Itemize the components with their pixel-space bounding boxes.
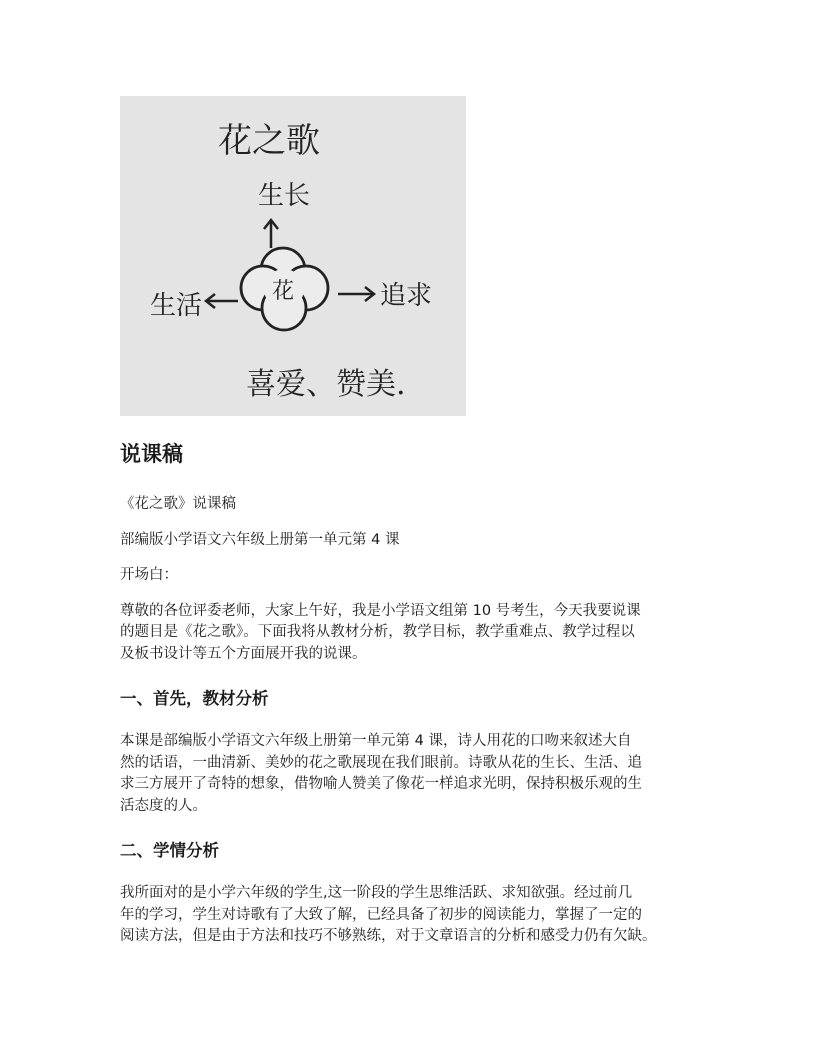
section-2-line: 阅读方法，但是由于方法和技巧不够熟练，对于文章语言的分析和感受力仍有欠缺。 [120, 928, 657, 944]
section-2-title: 二、学情分析 [120, 841, 219, 860]
photo-right-label: 追求 [380, 281, 433, 311]
photo-top-label: 生长 [258, 181, 311, 211]
section-1-paragraph [120, 731, 710, 817]
photo-left-label: 生活 [150, 291, 203, 321]
course-info: 部编版小学语文六年级上册第一单元第 4 课 [120, 531, 400, 548]
arrow-up-icon [264, 220, 278, 248]
opening-label: 开场白： [120, 567, 178, 583]
opening-line: 的题目是《花之歌》。下面我将从教材分析，教学目标，教学重难点、教学过程以 [120, 624, 635, 640]
opening-line: 及板书设计等五个方面展开我的说课。 [120, 645, 367, 662]
arrow-right-icon [338, 287, 374, 301]
document-heading: 说课稿 [120, 442, 183, 466]
handwritten-diagram-photo [120, 96, 466, 416]
section-2-line: 年的学习，学生对诗歌有了大致了解，已经具备了初步的阅读能力，掌握了一定的 [120, 906, 642, 923]
photo-title: 花之歌 [218, 121, 320, 161]
section-1-line: 然的话语，一曲清新、美妙的花之歌展现在我们眼前。诗歌从花的生长、生活、追 [120, 754, 642, 771]
flower-diagram [120, 96, 466, 416]
section-1-title: 一、首先，教材分析 [120, 689, 269, 708]
arrow-left-icon [206, 294, 238, 308]
photo-bottom-label: 喜爱、赞美. [246, 367, 406, 402]
section-1-line: 活态度的人。 [120, 797, 207, 814]
section-2-paragraph [120, 883, 710, 948]
section-2-line: 我所面对的是小学六年级的学生,这一阶段的学生思维活跃、求知欲强。经过前几 [120, 885, 633, 901]
photo-center-label: 花 [272, 279, 295, 304]
document-subtitle: 《花之歌》说课稿 [120, 496, 236, 512]
section-1-line: 求三方展开了奇特的想象，借物喻人赞美了像花一样追求光明，保持积极乐观的生 [120, 776, 642, 792]
section-1-line: 本课是部编版小学语文六年级上册第一单元第 4 课，诗人用花的口吻来叙述大自 [120, 733, 632, 749]
opening-paragraph [120, 601, 710, 666]
document-page [120, 96, 710, 962]
opening-line: 尊敬的各位评委老师，大家上午好，我是小学语文组第 10 号考生，今天我要说课 [120, 602, 641, 619]
